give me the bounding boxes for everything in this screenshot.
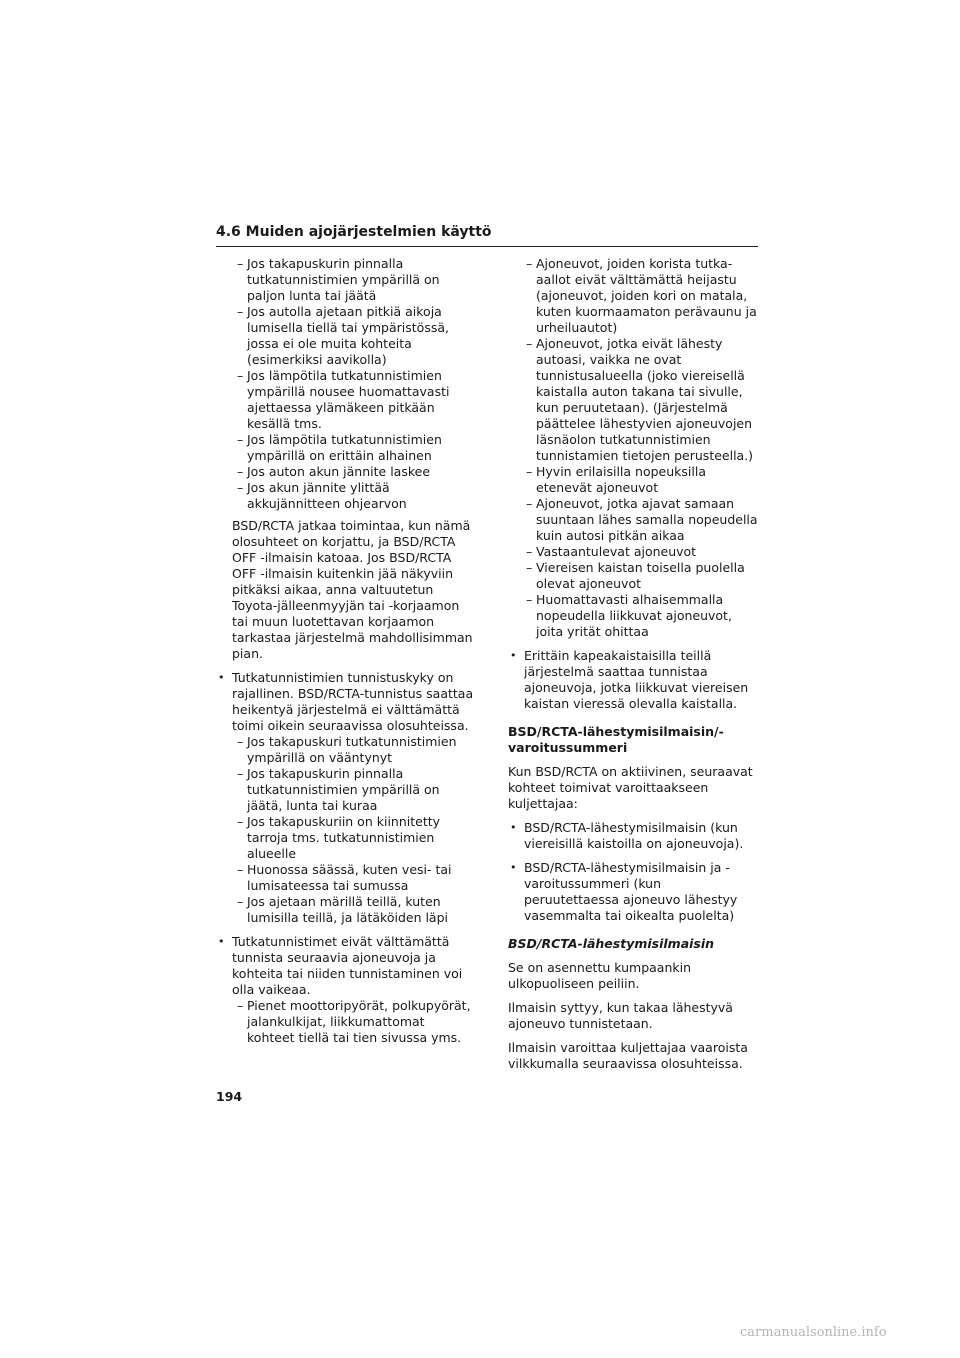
page-number: 194 (216, 1089, 243, 1104)
list-item: – Jos auton akun jännite laskee (237, 464, 431, 479)
bullet-detection-limits: • Tutkatunnistimien tunnistuskyky on rajallinen. BSD/RCTA-tunnistus saattaa heikentyä järjestelmä ei välttämättä toimi oikein seuraavissa olosuhteissa. (218, 670, 474, 733)
bullet-indicator-buzzer: • BSD/RCTA-lähestymisilmaisin ja -varoitussummeri (kun peruutettaessa ajoneuvo lähestyy vasemmalta tai oikealta puolelta) (510, 860, 738, 923)
list-item: – Vastaantulevat ajoneuvot (526, 544, 697, 559)
list-item: – Jos takapuskuriin on kiinnitetty tarroja tms. tutkatunnistimien alueelle (237, 814, 441, 861)
left-column (216, 256, 474, 1046)
list-item: – Jos autolla ajetaan pitkiä aikoja lumisella tiellä tai ympäristössä, jossa ei ole muita kohteita (esimerkiksi aavikolla) (237, 304, 449, 367)
condition-list-4 (508, 256, 760, 640)
paragraph: Se on asennettu kumpaankin ulkopuoliseen peiliin. (508, 960, 692, 991)
list-item: – Jos takapuskurin pinnalla tutkatunnistimien ympärillä on paljon lunta tai jäätä (237, 256, 440, 303)
list-item: – Hyvin erilaisilla nopeuksilla etenevät ajoneuvot (526, 464, 706, 495)
list-item: – Huonossa säässä, kuten vesi- tai lumisateessa tai sumussa (237, 862, 452, 893)
right-column (508, 256, 760, 1072)
bullet-narrow-lanes: • Erittäin kapeakaistaisilla teillä järjestelmä saattaa tunnistaa ajoneuvoja, jotka liikkuvat viereisen kaistan vieressä olevalla kaistalla. (510, 648, 749, 711)
condition-list-2 (216, 734, 474, 926)
paragraph-intro: Kun BSD/RCTA on aktiivinen, seuraavat kohteet toimivat varoittaakseen kuljettajaa: (508, 764, 753, 811)
list-item: – Jos lämpötila tutkatunnistimien ympärillä nousee huomattavasti ajettaessa ylämäkeen pitkään kesällä tms. (237, 368, 450, 431)
condition-list-1 (216, 256, 474, 512)
section-heading: BSD/RCTA-lähestymisilmaisin/-varoitussummeri (508, 724, 724, 755)
paragraph: Ilmaisin varoittaa kuljettajaa vaaroista vilkkumalla seuraavissa olosuhteissa. (508, 1040, 748, 1071)
list-item: – Viereisen kaistan toisella puolella olevat ajoneuvot (526, 560, 745, 591)
footer-watermark: carmanualsonline.info (740, 1325, 887, 1340)
list-item: – Jos takapuskuri tutkatunnistimien ympärillä on vääntynyt (237, 734, 457, 765)
list-item: – Pienet moottoripyörät, polkupyörät, jalankulkijat, liikkumattomat kohteet tiellä tai tien sivussa yms. (237, 998, 471, 1045)
paragraph-recovery: BSD/RCTA jatkaa toimintaa, kun nämä olosuhteet on korjattu, ja BSD/RCTA OFF -ilmaisin katoaa. Jos BSD/RCTA OFF -ilmaisin kuitenkin jää näkyviin pitkäksi aikaa, anna valtuutetun Toyota-jälleenmyyjän tai -korjaamon tai muun luotettavan korjaamon tarkastaa järjestelmä mahdollisimman pian. (232, 518, 473, 661)
list-item: – Jos ajetaan märillä teillä, kuten lumisilla teillä, ja lätäköiden läpi (237, 894, 449, 925)
list-item: – Ajoneuvot, joiden korista tutka-aallot eivät välttämättä heijastu (ajoneuvot, joiden kori on matala, kuten kuormaamaton perävaunu ja urheiluautot) (526, 256, 757, 335)
list-item: – Ajoneuvot, jotka ajavat samaan suuntaan lähes samalla nopeudella kuin autosi pitkän aikaa (526, 496, 758, 543)
list-item: – Huomattavasti alhaisemmalla nopeudella liikkuvat ajoneuvot, joita yrität ohittaa (526, 592, 732, 639)
bullet-undetectable: • Tutkatunnistimet eivät välttämättä tunnista seuraavia ajoneuvoja ja kohteita tai niiden tunnistaminen voi olla vaikeaa. (218, 934, 463, 997)
list-item: – Jos akun jännite ylittää akkujännitteen ohjearvon (237, 480, 407, 511)
section-header (216, 222, 758, 247)
section-title: 4.6 Muiden ajojärjestelmien käyttö (216, 224, 492, 240)
list-item: – Ajoneuvot, jotka eivät lähesty autoasi, vaikka ne ovat tunnistusalueella (joko viereisellä kaistalla auton takana tai sivulle, kun peruutetaan). (Järjestelmä päättelee lähestyvien ajoneuvojen läsnäolon tutkatunnistimien tunnistamien tietojen perusteella.) (526, 336, 754, 463)
bullet-indicator: • BSD/RCTA-lähestymisilmaisin (kun viereisillä kaistoilla on ajoneuvoja). (510, 820, 744, 851)
list-item: – Jos takapuskurin pinnalla tutkatunnistimien ympärillä on jäätä, lunta tai kuraa (237, 766, 440, 813)
condition-list-3 (216, 998, 474, 1046)
subsection-heading: BSD/RCTA-lähestymisilmaisin (508, 936, 715, 951)
paragraph: Ilmaisin syttyy, kun takaa lähestyvä ajoneuvo tunnistetaan. (508, 1000, 733, 1031)
list-item: – Jos lämpötila tutkatunnistimien ympärillä on erittäin alhainen (237, 432, 442, 463)
